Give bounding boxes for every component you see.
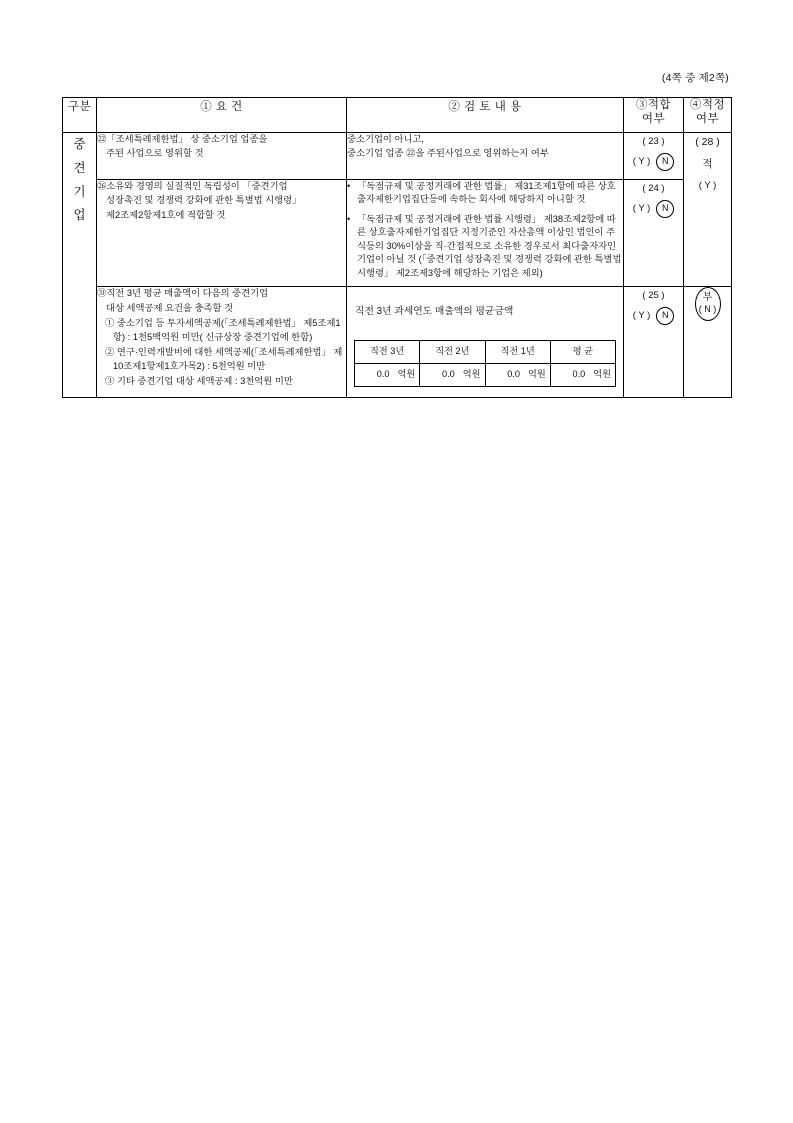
check-cell-1[interactable] — [624, 133, 684, 180]
fit-cell-bottom[interactable] — [684, 287, 732, 398]
check-number-1: ( 23 ) — [642, 136, 665, 147]
table-row — [63, 180, 732, 287]
gubun-char-3: 기 — [73, 184, 86, 199]
sales-col-header: 직전 3년 — [355, 340, 420, 363]
fit-number-top: ( 28 ) — [695, 136, 720, 148]
review-line-2: 중소기업 업종 ㉒을 주된사업으로 영위하는지 여부 — [347, 147, 549, 158]
gubun-char-4: 업 — [73, 208, 86, 223]
header-review: ② 검 토 내 용 — [347, 98, 624, 133]
requirement-sub-3: ③ 기타 중견기업 대상 세액공제 : 3천억원 미만 — [105, 376, 293, 387]
sales-value-cell[interactable] — [550, 363, 615, 386]
check-yn-3[interactable] — [624, 307, 683, 325]
sales-col-header: 직전 2년 — [420, 340, 485, 363]
requirement-cell-2 — [97, 180, 347, 287]
gubun-char-1: 중 — [73, 137, 86, 151]
header-fit-line1: ④적정 — [689, 99, 726, 111]
header-gubun: 구분 — [63, 98, 97, 133]
check-number-2: ( 24 ) — [642, 183, 665, 194]
check-yes-1[interactable]: ( Y ) — [632, 156, 651, 168]
requirement-text-1: 소유와 경영의 실질적인 독립성이 「중견기업 — [106, 181, 288, 191]
check-yn-1[interactable] — [624, 153, 683, 171]
check-yn-2[interactable] — [624, 200, 683, 218]
sales-unit: 억원 — [462, 369, 481, 380]
header-fit-line2: 여부 — [695, 113, 720, 126]
requirement-cell-3 — [97, 287, 347, 398]
requirement-text-1: 「조세특례제한법」 상 중소기업 업종을 — [106, 134, 268, 144]
requirement-text-1: 직전 3년 평균 매출액이 다음의 중견기업 — [106, 288, 269, 299]
gubun-vertical-label — [63, 133, 97, 398]
check-number-3: ( 25 ) — [642, 290, 665, 302]
sales-value: 0.0 — [441, 369, 455, 380]
requirement-text-2: 성장촉진 및 경쟁력 강화에 관한 특별법 시행령」 — [106, 195, 302, 206]
check-no-2[interactable]: N — [656, 200, 674, 218]
sales-value-cell[interactable] — [355, 363, 420, 386]
requirement-sub-2: ② 연구·인력개발비에 대한 세액공제(「조세특례제한법」 제10조제1항제1호가목2) : 5천억원 미만 — [105, 347, 343, 371]
check-cell-2[interactable] — [624, 180, 684, 287]
requirement-line — [97, 180, 346, 193]
review-form-table — [62, 97, 732, 398]
sales-unit: 억원 — [527, 369, 546, 380]
fit-result-badge[interactable] — [695, 287, 721, 321]
sales-table-title: 직전 3년 과세연도 매출액의 평균금액 — [355, 306, 514, 318]
table-row — [63, 287, 732, 398]
check-no-1[interactable]: N — [656, 153, 674, 171]
sales-value-row — [355, 363, 616, 386]
requirement-index: ㉖ — [97, 181, 107, 191]
fit-sub-middle[interactable]: ( Y ) — [698, 179, 717, 191]
sales-value-cell[interactable] — [485, 363, 550, 386]
sales-value: 0.0 — [507, 369, 520, 380]
review-bullet-item: • 「독점규제 및 공정거래에 관한 법률」 제31조제1항에 따른 상호출자제한기업집단등에 속하는 회사에 해당하지 아니할 것 — [347, 180, 623, 207]
review-cell-1 — [347, 133, 624, 180]
requirement-text-2: 대상 세액공제 요건을 충족할 것 — [106, 302, 234, 313]
requirement-cell-1 — [97, 133, 347, 180]
table-row — [63, 133, 732, 180]
header-requirement: ① 요 건 — [97, 98, 347, 133]
review-cell-2 — [347, 180, 624, 287]
fit-result-sub: ( N ) — [698, 303, 717, 314]
page-marker: (4쪽 중 제2쪽) — [661, 72, 729, 84]
header-check-line2: 여부 — [641, 113, 666, 126]
review-bullet-item: • 「독점규제 및 공정거래에 관한 법률 시행령」 제38조제2항에 따른 상호출자제한기업집단 지정기준인 자산총액 이상인 법인이 주식등의 30%이상을 직·간접적으로 소유한 경우로서 최다출자자인 기업이 아닐 것 (「중견기업 성장촉진 및 경쟁력 강화에 관한 특별법 시행령」 제2조제3항에 해당하는 기업은 제외) — [347, 213, 623, 280]
requirement-index: ㉛ — [97, 288, 107, 299]
table-header-row — [63, 98, 732, 133]
check-yes-2[interactable]: ( Y ) — [632, 203, 651, 215]
sales-col-header: 평 균 — [550, 340, 615, 363]
requirement-text-3: 제2조제2항제1호에 적합할 것 — [106, 209, 226, 220]
fit-result-label: 부 — [702, 292, 713, 304]
sales-unit: 억원 — [593, 369, 611, 380]
check-yes-3[interactable]: ( Y ) — [632, 310, 651, 322]
fit-cell-top[interactable] — [684, 133, 732, 287]
requirement-line — [97, 287, 346, 300]
sales-value-cell[interactable] — [420, 363, 485, 386]
requirement-line — [97, 133, 346, 146]
requirement-sub-1: ① 중소기업 등 투자세액공제(「조세특례제한법」 제5조제1항) : 1천5백억원 미만( 신규상장 중견기업에 한함) — [105, 318, 341, 342]
sales-unit: 억원 — [397, 369, 416, 380]
review-bullet-list — [347, 180, 623, 280]
check-cell-3[interactable] — [624, 287, 684, 398]
review-cell-3 — [347, 287, 624, 398]
requirement-text-2: 주된 사업으로 영위할 것 — [106, 148, 204, 159]
sales-col-header: 직전 1년 — [485, 340, 550, 363]
header-fit — [684, 98, 732, 133]
sales-value: 0.0 — [572, 369, 586, 380]
check-no-3[interactable]: N — [656, 307, 674, 325]
header-check-line1: ③적합 — [635, 99, 672, 111]
sales-header-row — [355, 340, 616, 363]
header-check — [624, 98, 684, 133]
sales-value: 0.0 — [376, 369, 390, 380]
sales-average-table — [354, 340, 616, 387]
requirement-index: ㉒ — [97, 134, 107, 144]
review-line-1: 중소기업이 아니고, — [347, 134, 425, 144]
gubun-char-2: 견 — [73, 160, 86, 175]
fit-label-middle: 적 — [702, 157, 713, 170]
